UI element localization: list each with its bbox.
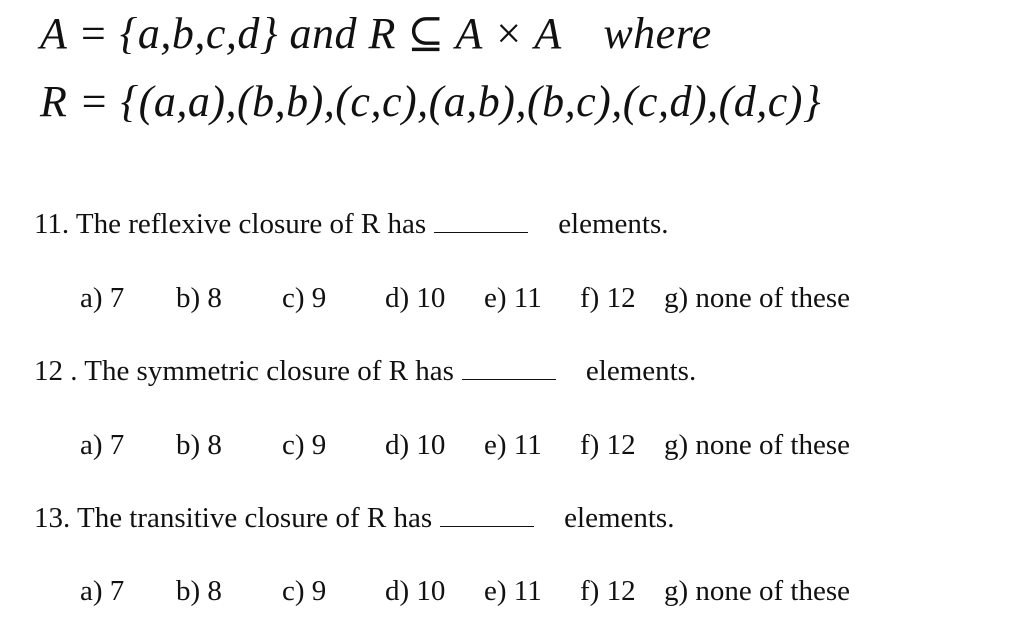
option-c: c) 9 xyxy=(282,282,327,314)
and-word: and xyxy=(289,9,357,58)
option-g: g) none of these xyxy=(664,282,851,314)
where-word: where xyxy=(603,9,712,58)
option-f: f) 12 xyxy=(580,429,636,461)
answer-blank xyxy=(462,355,556,380)
question-13-prompt: 13. The transitive closure of R has xyxy=(34,502,433,534)
option-f: f) 12 xyxy=(580,282,636,314)
relation-definition-line xyxy=(40,76,821,127)
set-definition-line xyxy=(40,8,712,59)
option-d: d) 10 xyxy=(385,575,446,607)
option-e: e) 11 xyxy=(484,282,542,314)
answer-blank xyxy=(434,208,528,233)
option-b: b) 8 xyxy=(176,429,222,461)
option-e: e) 11 xyxy=(484,575,542,607)
question-11-suffix: elements. xyxy=(558,208,669,240)
option-d: d) 10 xyxy=(385,429,446,461)
question-12-suffix: elements. xyxy=(585,355,697,387)
option-g: g) none of these xyxy=(664,575,851,607)
question-13-suffix: elements. xyxy=(564,502,675,534)
question-12 xyxy=(34,355,696,388)
question-13 xyxy=(34,502,674,535)
option-c: c) 9 xyxy=(282,575,327,607)
option-b: b) 8 xyxy=(176,282,222,314)
question-12-prompt: 12 . The symmetric closure of R has xyxy=(34,355,454,387)
relation-r-definition: R = {(a,a),(b,b),(c,c),(a,b),(b,c),(c,d),(d,c)} xyxy=(40,77,822,126)
question-11-prompt: 11. The reflexive closure of R has xyxy=(34,208,427,240)
question-11 xyxy=(34,208,669,241)
relation-subset: R ⊆ A × A xyxy=(368,9,562,58)
answer-blank xyxy=(440,502,534,527)
option-f: f) 12 xyxy=(580,575,636,607)
option-g: g) none of these xyxy=(664,429,851,461)
option-d: d) 10 xyxy=(385,282,446,314)
option-a: a) 7 xyxy=(80,282,125,314)
option-b: b) 8 xyxy=(176,575,222,607)
set-a-definition: A = {a,b,c,d} xyxy=(40,9,278,58)
option-e: e) 11 xyxy=(484,429,542,461)
option-c: c) 9 xyxy=(282,429,327,461)
option-a: a) 7 xyxy=(80,575,125,607)
option-a: a) 7 xyxy=(80,429,125,461)
